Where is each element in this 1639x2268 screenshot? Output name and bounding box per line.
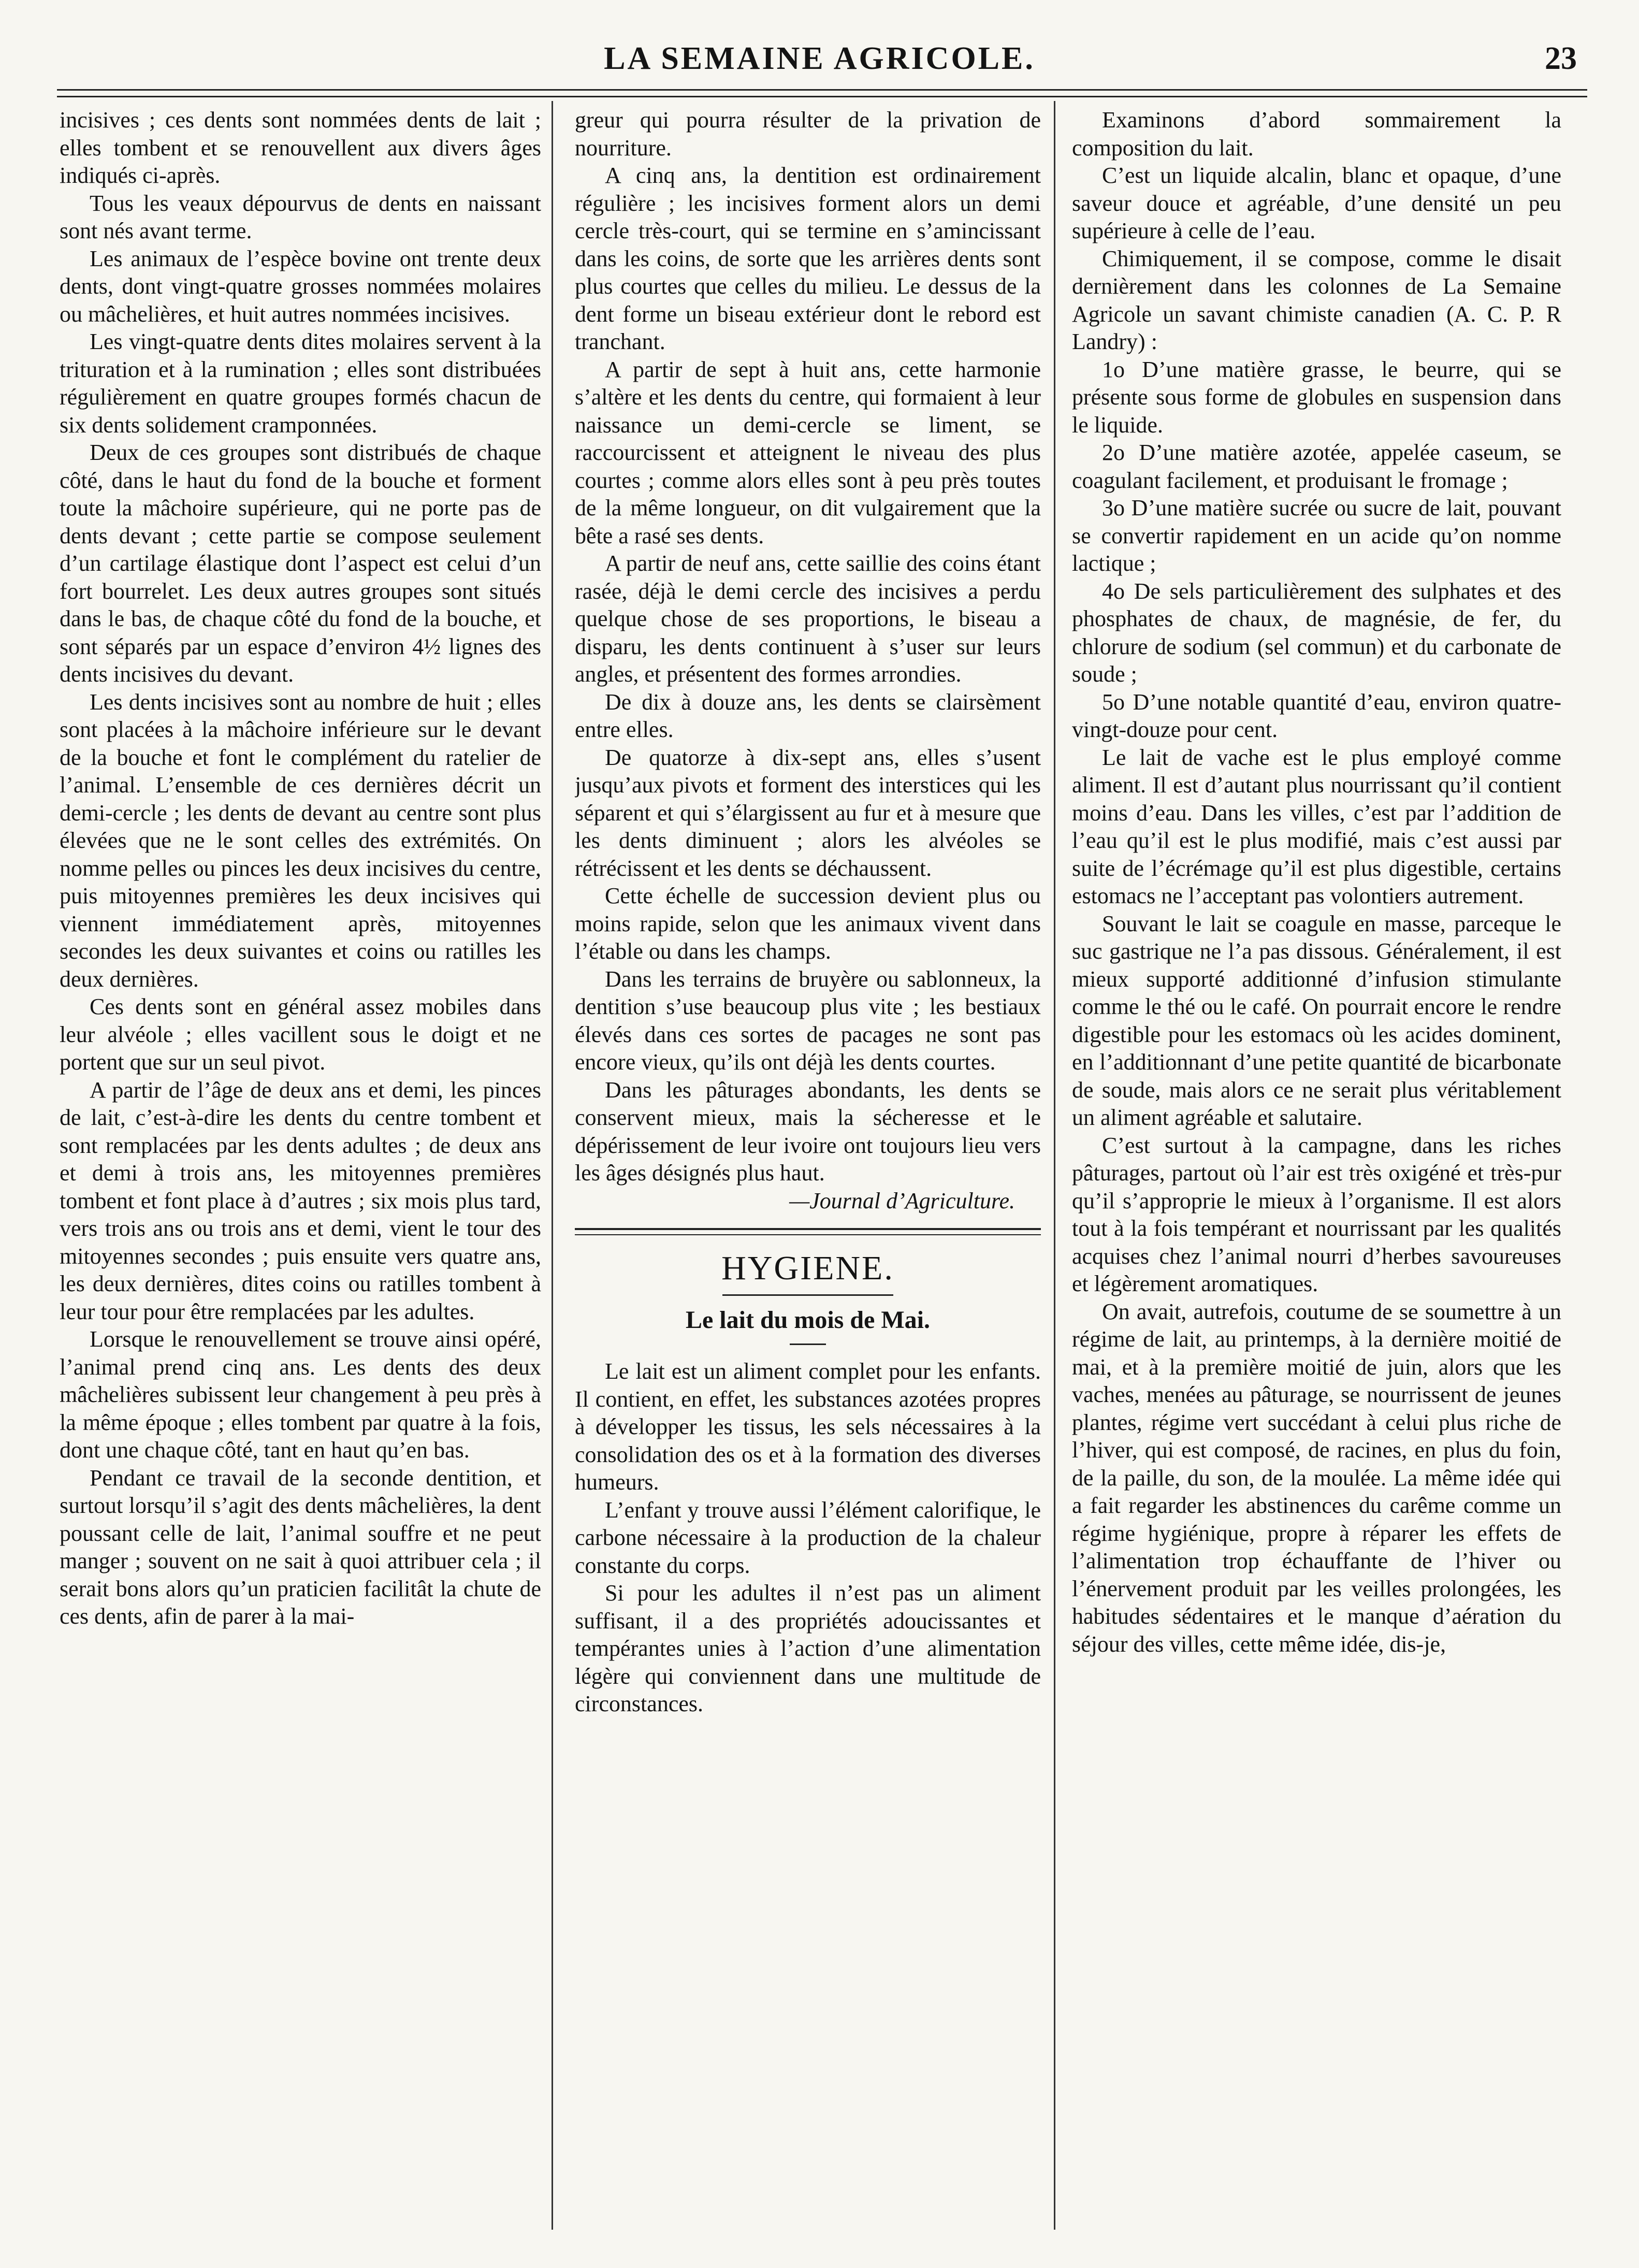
- paragraph: Pendant ce travail de la seconde dentition, et surtout lorsqu’il s’agit des dents mâchelières, la dent poussant celle de lait, l’animal souffre et ne peut manger ; souvent on ne sait à quoi attribuer cela ; il serait bons alors qu’un praticien facilitât la chute de ces dents, afin de parer à la mai-: [60, 1465, 541, 1629]
- paragraph: Les dents incisives sont au nombre de huit ; elles sont placées à la mâchoire inférieure sur le devant de la bouche et font le complément du ratelier de l’animal. L’ensemble de ces dernières décrit un demi-cercle ; les dents de devant au centre sont plus élevées que ne le sont celles des extrémités. On nomme pelles ou pinces les deux incisives du centre, puis mitoyennes premières les deux incisives qui viennent immédiatement après, mitoyennes secondes les deux suivantes et coins ou ratilles les deux dernières.: [60, 689, 541, 992]
- paragraph: Les animaux de l’espèce bovine ont trente deux dents, dont vingt-quatre grosses nommées molaires ou mâchelières, et huit autres nommées incisives.: [60, 245, 541, 327]
- section-rule: [575, 1228, 1041, 1235]
- paragraph: Les vingt-quatre dents dites molaires servent à la trituration et à la rumination ; elles sont distribuées régulièrement en quatre groupes formés chacun de six dents solidement cramponnées.: [60, 329, 541, 438]
- paragraph: Chimiquement, il se compose, comme le disait dernièrement dans les colonnes de La Semaine Agricole un savant chimiste canadien (A. C. P. R Landry) :: [1072, 245, 1561, 354]
- paragraph: De dix à douze ans, les dents se clairsèment entre elles.: [575, 689, 1041, 742]
- column-divider: [1054, 101, 1055, 2230]
- paragraph: incisives ; ces dents sont nommées dents de lait ; elles tombent et se renouvellent aux divers âges indiqués ci-après.: [60, 107, 541, 188]
- column-3: [1072, 106, 1561, 2230]
- heading-underline: [722, 1294, 893, 1296]
- paragraph: Souvant le lait se coagule en masse, parceque le suc gastrique ne l’a pas dissous. Généralement, il est mieux supporté additionné d’infusion stimulante comme le thé ou le café. On pourrait encore le rendre digestible pour les estomacs où les acides dominent, en l’additionnant d’une petite quantité de bicarbonate de soude, mais alors ce ne serait plus véritablement un aliment agréable et salutaire.: [1072, 911, 1561, 1130]
- column-1: [60, 106, 541, 2230]
- paragraph: Cette échelle de succession devient plus ou moins rapide, selon que les animaux vivent dans l’étable ou dans les champs.: [575, 883, 1041, 964]
- paragraph: Examinons d’abord sommairement la composition du lait.: [1072, 107, 1561, 161]
- paragraph: Le lait est un aliment complet pour les enfants. Il contient, en effet, les substances azotées propres à développer les tissus, les sels nécessaires à la consolidation des os et à la formation des diverses humeurs.: [575, 1359, 1041, 1495]
- publication-title: LA SEMAINE AGRICOLE.: [604, 41, 1035, 76]
- paragraph: De quatorze à dix-sept ans, elles s’usent jusqu’aux pivots et forment des interstices qui les séparent et qui s’élargissent au fur et à mesure que les dents diminuent ; alors les alvéoles se rétrécissent et les dents se déchaussent.: [575, 744, 1041, 881]
- paragraph: A partir de neuf ans, cette saillie des coins étant rasée, déjà le demi cercle des incisives a perdu quelque chose de ses proportions, le biseau a disparu, les dents continuent à s’user sur leurs angles, et présentent des formes arrondies.: [575, 551, 1041, 687]
- header-rule: [57, 89, 1587, 97]
- paragraph: greur qui pourra résulter de la privation de nourriture.: [575, 107, 1041, 161]
- paragraph: 5o D’une notable quantité d’eau, environ quatre-vingt-douze pour cent.: [1072, 689, 1561, 742]
- paragraph: Ces dents sont en général assez mobiles dans leur alvéole ; elles vacillent sous le doigt et ne portent que sur un seul pivot.: [60, 994, 541, 1075]
- paragraph: A partir de sept à huit ans, cette harmonie s’altère et les dents du centre, qui formaient à leur naissance un demi-cercle se liment, se raccourcissent et atteignent le niveau des plus courtes ; comme alors elles sont à peu près toutes de la même longueur, on dit vulgairement que la bête a rasé ses dents.: [575, 356, 1041, 548]
- paragraph: 3o D’une matière sucrée ou sucre de lait, pouvant se convertir rapidement en un acide qu’on nomme lactique ;: [1072, 495, 1561, 576]
- paragraph: Deux de ces groupes sont distribués de chaque côté, dans le haut du fond de la bouche et forment toute la mâchoire supérieure, qui ne porte pas de dents devant ; cette partie se compose seulement d’un cartilage élastique dont l’aspect est celui d’un fort bourrelet. Les deux autres groupes sont situés dans le bas, de chaque côté du fond de la bouche, et sont séparés par un espace d’environ 4½ lignes des dents incisives du devant.: [60, 440, 541, 687]
- paragraph: Dans les terrains de bruyère ou sablonneux, la dentition s’use beaucoup plus vite ; les bestiaux élevés dans ces sortes de pacages ne sont pas encore vieux, qu’ils ont déjà les dents courtes.: [575, 966, 1041, 1075]
- paragraph: Si pour les adultes il n’est pas un aliment suffisant, il a des propriétés adoucissantes et tempérantes unies à l’action d’une alimentation légère qui conviennent dans une multitude de circonstances.: [575, 1580, 1041, 1716]
- paragraph: On avait, autrefois, coutume de se soumettre à un régime de lait, au printemps, à la dernière moitié de mai, et à la première moitié de juin, alors que les vaches, menées au pâturage, se nourrissent de jeunes plantes, régime vert succédant à celui plus riche de l’hiver, qui est composé, de racines, en plus du foin, de la paille, du son, de la moulée. La même idée qui a fait regarder les abstinences du carême comme un régime hygiénique, propre à réparer les effets de l’alimentation trop échauffante de l’hiver ou l’énervement produit par les veilles prolongées, les habitudes sédentaires et le manque d’aération du séjour des villes, cette même idée, dis-je,: [1072, 1298, 1561, 1657]
- paragraph: C’est un liquide alcalin, blanc et opaque, d’une saveur douce et agréable, d’une densité un peu supérieure à celle de l’eau.: [1072, 163, 1561, 243]
- paragraph: Le lait de vache est le plus employé comme aliment. Il est d’autant plus nourrissant qu’il contient moins d’eau. Dans les villes, c’est par l’addition de l’eau qu’il est le plus modifié, mais c’est aussi par suite de l’écrémage qu’il est plus digestible, certains estomacs ne l’acceptant pas volontiers autrement.: [1072, 744, 1561, 908]
- paragraph: Dans les pâturages abondants, les dents se conservent mieux, mais la sécheresse et le dépérissement de leur ivoire ont toujours lieu vers les âges désignés plus haut.: [575, 1077, 1041, 1186]
- section-heading: HYGIENE.: [721, 1249, 894, 1287]
- paragraph: L’enfant y trouve aussi l’élément calorifique, le carbone nécessaire à la production de la chaleur constante du corps.: [575, 1497, 1041, 1578]
- article-source: —Journal d’Agriculture.: [789, 1188, 1015, 1214]
- page-number: 23: [1545, 41, 1577, 76]
- paragraph: A cinq ans, la dentition est ordinairement régulière ; les incisives forment alors un demi cercle très-court, qui se termine en s’amincissant dans les coins, de sorte que les arrières dents sont plus courtes que celles du milieu. Le dessus de la dent forme un biseau extérieur dont le rebord est tranchant.: [575, 163, 1041, 354]
- column-divider: [552, 101, 553, 2230]
- paragraph: Tous les veaux dépourvus de dents en naissant sont nés avant terme.: [60, 190, 541, 243]
- paragraph: Lorsque le renouvellement se trouve ainsi opéré, l’animal prend cinq ans. Les dents des deux mâchelières subissent leur changement à peu près à la même époque ; elles tombent par quatre à la fois, dont une chaque côté, tant en haut qu’en bas.: [60, 1326, 541, 1463]
- paragraph: A partir de l’âge de deux ans et demi, les pinces de lait, c’est-à-dire les dents du centre tombent et sont remplacées par les dents adultes ; de deux ans et demi à trois ans, les mitoyennes premières tombent et font place à d’autres ; six mois plus tard, vers trois ans ou trois ans et demi, vient le tour des mitoyennes secondes ; puis ensuite vers quatre ans, les deux dernières, dites coins ou ratilles tombent à leur tour pour être remplacées par les adultes.: [60, 1077, 541, 1324]
- paragraph: C’est surtout à la campagne, dans les riches pâturages, partout où l’air est très oxigéné et très-pur qu’il s’approprie le mieux à l’organisme. Il est alors tout à la fois tempérant et nourrissant par les qualités acquises chez l’animal nourri d’herbes savoureuses et légèrement aromatiques.: [1072, 1132, 1561, 1296]
- paragraph: 2o D’une matière azotée, appelée caseum, se coagulant facilement, et produisant le fromage ;: [1072, 440, 1561, 493]
- column-2: [575, 106, 1041, 2230]
- paragraph: 1o D’une matière grasse, le beurre, qui se présente sous forme de globules en suspension dans le liquide.: [1072, 356, 1561, 438]
- title-dash: [790, 1344, 826, 1345]
- paragraph: 4o De sels particulièrement des sulphates et des phosphates de chaux, de magnésie, de fer, du chlorure de sodium (sel commun) et du carbonate de soude ;: [1072, 578, 1561, 687]
- article-title: Le lait du mois de Mai.: [685, 1306, 930, 1334]
